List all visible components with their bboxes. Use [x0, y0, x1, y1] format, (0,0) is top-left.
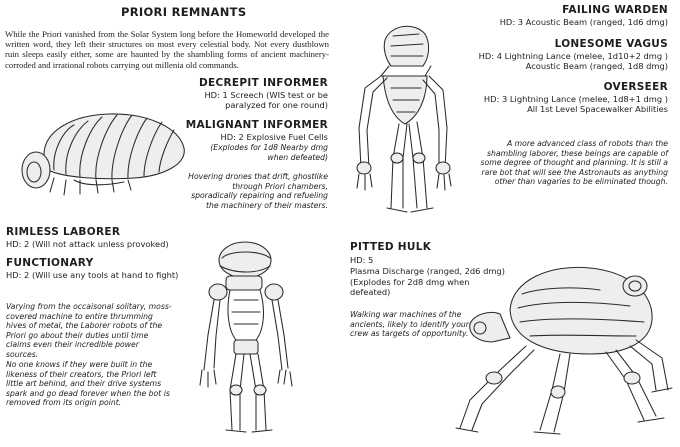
- failing-warden-stats: HD: 3 Acoustic Beam (ranged, 1d6 dmg): [499, 17, 668, 27]
- intro-paragraph: While the Priori vanished from the Solar System long before the Homeworld developed the written word, they left their structures on most every celestial body. Not every dustblown ruin sleeps easily either, some are haunted by the shambling forms of ancient machinery-corroded and irrational robots carrying out millenia old commands.: [5, 29, 329, 70]
- laborer-description-2: No one knows if they were built in the likeness of their creators, the Priori left little art behind, and their drive systems spark and go dead forever when the bot is removed from its origin point.: [6, 360, 170, 408]
- lonesome-vagus-stats-1: HD: 4 Lightning Lance (melee, 1d10+2 dmg ): [478, 51, 668, 61]
- pitted-hulk-title: PITTED HULK: [350, 241, 432, 253]
- page-title: PRIORI REMNANTS: [121, 5, 247, 19]
- pitted-hulk-hd: HD: 5: [350, 255, 374, 265]
- lonesome-vagus-stats-2: Acoustic Beam (ranged, 1d8 dmg): [525, 61, 668, 71]
- informer-description: Hovering drones that drift, ghostlike through Priori chambers, sporadically repairing and refueling the machinery of their masters.: [188, 172, 328, 210]
- malignant-informer-title: MALIGNANT INFORMER: [185, 119, 328, 131]
- pitted-hulk-illustration: [430, 250, 675, 445]
- malignant-informer-stats: HD: 2 Explosive Fuel Cells: [220, 132, 328, 142]
- decrepit-informer-stats: HD: 1 Screech (WIS test or be paralyzed for one round): [204, 90, 328, 111]
- pitted-hulk-attack: Plasma Discharge (ranged, 2d6 dmg): [350, 266, 505, 276]
- lonesome-vagus-title: LONESOME VAGUS: [554, 38, 668, 50]
- failing-warden-illustration: [345, 18, 465, 233]
- functionary-title: FUNCTIONARY: [6, 257, 94, 269]
- functionary-stats: HD: 2 (Will use any tools at hand to fight): [6, 270, 179, 280]
- rimless-laborer-title: RIMLESS LABORER: [6, 226, 121, 238]
- overseer-title: OVERSEER: [603, 81, 668, 93]
- overseer-stats-2: All 1st Level Spacewalker Abilities: [527, 104, 668, 114]
- rimless-laborer-stats: HD: 2 (Will not attack unless provoked): [6, 239, 169, 249]
- warden-description: A more advanced class of robots than the shambling laborer, these beings are capable of some degree of thought and planning. It is still a rare bot that will see the Astronauts as anything other than vagaries to be eliminated though.: [480, 139, 668, 187]
- laborer-illustration: [190, 240, 310, 445]
- malignant-informer-note: (Explodes for 1d8 Nearby dmg when defeated): [210, 143, 328, 162]
- laborer-description-1: Varying from the occaisonal solitary, moss-covered machine to entire thrumming hives of metal, the Laborer robots of the Priori go about their duties until time claims even their incredible power sources.: [6, 302, 172, 359]
- failing-warden-title: FAILING WARDEN: [562, 4, 668, 16]
- decrepit-informer-illustration: [14, 100, 199, 205]
- pitted-hulk-note: (Explodes for 2d8 dmg when defeated): [350, 277, 470, 298]
- decrepit-informer-title: DECREPIT INFORMER: [199, 77, 328, 89]
- pitted-hulk-description: Walking war machines of the ancients, likely to identify your crew as targets of opportunity.: [350, 310, 469, 339]
- overseer-stats-1: HD: 3 Lightning Lance (melee, 1d8+1 dmg ): [483, 94, 668, 104]
